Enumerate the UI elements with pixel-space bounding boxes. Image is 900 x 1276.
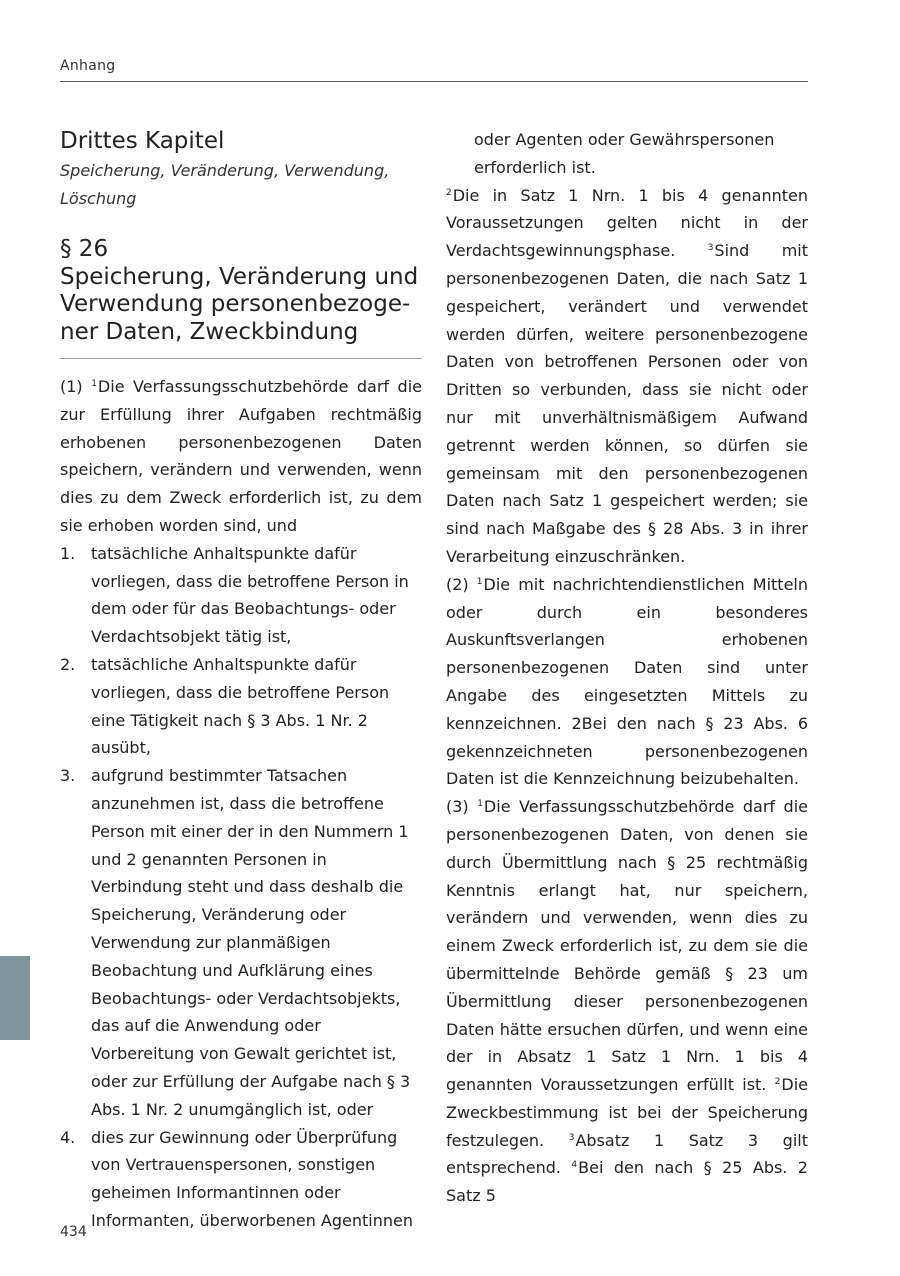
paragraph-1-sentences (446, 182, 808, 571)
left-column (60, 126, 422, 1235)
sentence-number: 3 (568, 1132, 575, 1143)
chapter-subtitle-line: Speicherung, Veränderung, Verwendung, (60, 161, 390, 180)
paragraph-text: 2Bei den nach § 23 Abs. 6 gekennzeichneten personenbezogenen Daten ist die Kennzeichnung beizubehalten. (446, 713, 809, 789)
header-rule (60, 81, 808, 82)
page-number: 434 (60, 1224, 87, 1240)
condition-list (60, 540, 422, 1235)
paragraph-text: Die Verfassungsschutzbehörde darf die personenbezogenen Daten, von denen sie durch Übermittlung nach § 25 rechtmäßig Kenntnis erlangt hat, nur speichern, verändern und verwenden, wenn dies zu einem Zweck erforderlich ist, zu dem sie die übermittelnde Behörde gemäß § 23 um Übermittlung dieser personenbezogenen Daten hätte ersuchen dürfen, und wenn eine der in Absatz 1 Satz 1 Nrn. 1 bis 4 genannten Voraussetzungen erfüllt ist. (446, 797, 808, 1095)
paragraph-text: Die Zweckbestimmung ist bei der Speicherung festzulegen. (446, 1075, 808, 1150)
list-item-text: dies zur Gewinnung oder Überprüfung von Vertrauenspersonen, sonstigen geheimen Informantinnen oder Informanten, überworbenen Agentinnen (91, 1127, 413, 1230)
chapter-subtitle-line: Löschung (60, 188, 137, 208)
paragraph-text: Absatz 1 Satz 3 gilt entsprechend. (446, 1130, 808, 1178)
list-item (60, 651, 422, 762)
paragraph-text: Bei den nach § 25 Abs. 2 Satz 5 (446, 1158, 808, 1206)
paragraph-number: (3) (446, 797, 469, 817)
sentence-number: 1 (477, 799, 483, 810)
list-item-number: 4. (60, 1127, 76, 1147)
sentence-number: 1 (476, 576, 483, 587)
sentence-number: 4 (571, 1160, 578, 1171)
list-item-number: 3. (60, 766, 76, 786)
paragraph-text: Die mit nachrichtendienstlichen Mitteln oder durch ein besonderes Auskunftsverlangen erhobenen personenbezogenen Daten sind unter Angabe des eingesetzten Mittels zu kennzeichnen. (446, 574, 808, 733)
section-title-line: Verwendung personenbezoge- (60, 291, 411, 317)
chapter-side-tab (0, 956, 30, 1040)
section-title (60, 264, 422, 347)
sentence-number: 2 (446, 187, 452, 198)
list-item-number: 2. (60, 654, 76, 674)
paragraph-text: Sind mit personenbezogenen Daten, die nach Satz 1 gespeichert, verändert und verwendet werden dürfen, weitere personenbezogene Daten von betroffenen Personen oder von Dritten so verbunden, dass sie nicht oder nur mit unverhältnismäßigem Aufwand getrennt werden können, so dürfen sie gemeinsam mit den personenbezogenen Daten nach Satz 1 gespeichert werden; sie sind nach Maßgabe des § 28 Abs. 3 in ihrer Verarbeitung einzuschränken. (446, 241, 808, 566)
sentence-number: 1 (91, 379, 97, 389)
list-item (60, 1124, 422, 1235)
paragraph-number: (2) (446, 574, 469, 594)
list-item-text: tatsächliche Anhaltspunkte dafür vorliegen, dass die betroffene Person eine Tätigkeit nach § 3 Abs. 1 Nr. 2 ausübt, (91, 654, 390, 758)
list-item-text: tatsächliche Anhaltspunkte dafür vorliegen, dass die betroffene Person in dem oder für das Beobachtungs- oder Verdachtsobjekt tätig ist, (91, 543, 409, 647)
running-head: Anhang (60, 58, 116, 74)
paragraph-3 (446, 793, 808, 1210)
sentence-number: 2 (774, 1077, 781, 1088)
section-divider (60, 358, 422, 359)
sentence-number: 3 (707, 243, 714, 254)
chapter-subtitle (60, 157, 422, 212)
list-item-text: aufgrund bestimmter Tatsachen anzunehmen ist, dass die betroffene Person mit einer der in den Nummern 1 und 2 genannten Personen in Verbindung steht und dass deshalb die Speicherung, Veränderung oder Verwendung zur planmäßigen Beobachtung und Aufklärung eines Beobachtungs- oder Verdachtsobjekts, das auf die Anwendung oder Vorbereitung von Gewalt gerichtet ist, oder zur Erfüllung der Aufgabe nach § 3 Abs. 1 Nr. 2 unumgänglich ist, oder (91, 766, 411, 1119)
paragraph-text: Die in Satz 1 Nrn. 1 bis 4 genannten Voraussetzungen gelten nicht in der Verdachtsgewinnungsphase. (446, 185, 808, 261)
section-number: § 26 (60, 236, 109, 262)
paragraph-number: (1) (60, 377, 83, 396)
list-item-continuation: oder Agenten oder Gewährspersonen erforderlich ist. (474, 130, 775, 177)
paragraph-text: Die Verfassungsschutzbehörde darf die zur Erfüllung ihrer Aufgaben rechtmäßig erhobenen personenbezogenen Daten speichern, verändern und verwenden, wenn dies zu dem Zweck erforderlich ist, zu dem sie erhoben worden sind, und (60, 377, 422, 535)
paragraph-2 (446, 571, 808, 793)
list-item (60, 762, 422, 1123)
list-item (60, 540, 422, 651)
right-column (446, 126, 808, 1210)
section-title-line: Speicherung, Veränderung und (60, 263, 419, 290)
chapter-title: Drittes Kapitel (60, 128, 225, 154)
paragraph-1-intro (60, 373, 422, 540)
list-item-number: 1. (60, 543, 76, 563)
section-title-line: ner Daten, Zweckbindung (60, 318, 359, 345)
